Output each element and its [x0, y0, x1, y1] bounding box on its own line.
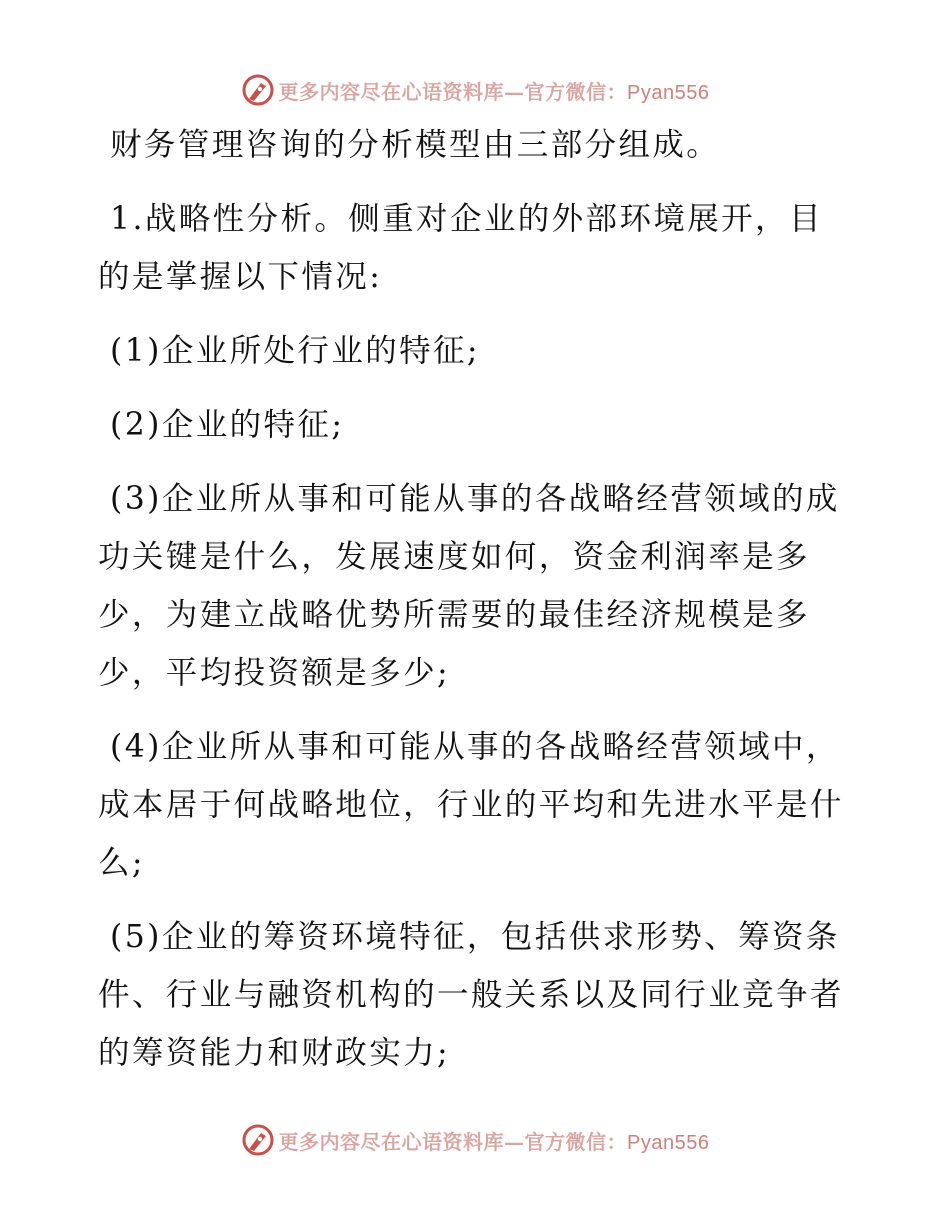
document-body — [98, 116, 858, 1082]
watermark-text: 更多内容尽在心语资料库—官方微信：Pyan556 — [278, 79, 710, 104]
header-watermark-banner — [0, 70, 950, 110]
list-item-4: (4)企业所从事和可能从事的各战略经营领域中， 成本居于何战略地位，行业的平均和先进水平是什 么; — [98, 729, 844, 881]
paragraph-intro: 财务管理咨询的分析模型由三部分组成。 — [110, 127, 721, 163]
list-item-1: (1)企业所处行业的特征; — [110, 333, 480, 369]
pen-nib-logo-icon — [241, 73, 275, 107]
watermark-text: 更多内容尽在心语资料库—官方微信：Pyan556 — [278, 1129, 710, 1154]
paragraph-strategic-analysis: 1.战略性分析。侧重对企业的外部环境展开，目 — [110, 201, 823, 237]
list-item-5: (5)企业的筹资环境特征，包括供求形势、筹资条 件、行业与融资机构的一般关系以及同行业竞争者 的筹资能力和财政实力; — [98, 919, 844, 1071]
list-item-3: (3)企业所从事和可能从事的各战略经营领域的成 功关键是什么，发展速度如何，资金利润率是多 少，为建立战略优势所需要的最佳经济规模是多 少，平均投资额是多少; — [98, 481, 840, 691]
list-item-2: (2)企业的特征; — [110, 407, 345, 443]
pen-nib-logo-icon — [241, 1123, 275, 1157]
footer-watermark-banner — [0, 1120, 950, 1160]
paragraph-line: 的是掌握以下情况: — [98, 259, 383, 295]
